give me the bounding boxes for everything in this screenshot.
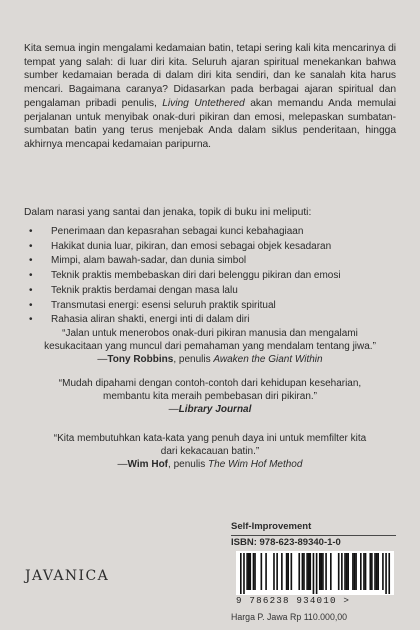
quote-line: “Kita membutuhkan kata-kata yang penuh daya ini untuk memfilter kita <box>53 433 367 444</box>
quote-line: “Jalan untuk menerobos onak-duri pikiran manusia dan mengalami <box>62 328 358 339</box>
topic-item: • Transmutasi energi: esensi seluruh praktik spiritual <box>24 299 396 314</box>
barcode-bar <box>354 553 356 590</box>
barcode-bar <box>325 553 327 590</box>
endorsement-quote <box>40 433 380 471</box>
barcode-bar <box>385 553 387 594</box>
barcode-bar <box>382 553 384 590</box>
barcode-bar <box>338 553 340 590</box>
topic-item: • Hakikat dunia luar, pikiran, dan emosi sebagai objek kesadaran <box>24 240 396 255</box>
barcode-bar <box>308 553 310 590</box>
barcode-bar <box>376 553 378 590</box>
barcode-bar <box>261 553 263 590</box>
endorsement-quote <box>40 328 380 366</box>
quote-attribution: —Library Journal <box>168 403 252 415</box>
topic-item: • Teknik praktis membebaskan diri dari belenggu pikiran dan emosi <box>24 269 396 284</box>
barcode-bar <box>306 553 308 590</box>
barcode-bar <box>369 553 371 590</box>
barcode-bar <box>371 553 373 590</box>
barcode-bar <box>374 553 376 590</box>
barcode-bar <box>287 553 289 590</box>
barcode-bar <box>319 553 321 590</box>
blurb-book-title: Living Untethered <box>162 97 245 109</box>
quote-attribution: —Wim Hof, penulis The Wim Hof Method <box>117 458 303 470</box>
barcode-bar <box>286 553 288 590</box>
barcode-bar <box>302 553 304 590</box>
barcode-bar <box>360 553 362 590</box>
barcode-bar <box>246 553 248 590</box>
barcode-bar <box>322 553 324 590</box>
topics-list <box>24 225 396 328</box>
barcode-bar <box>341 553 343 590</box>
barcode-bar <box>316 553 318 594</box>
quote-line: membantu kita meraih pembebasan diri pikiran.” <box>103 390 317 402</box>
barcode-bar <box>347 553 349 590</box>
quote-line: kesukacitaan yang muncul dari pemahaman yang mendalam tentang jiwa.” <box>44 340 376 352</box>
barcode-graphic <box>236 551 394 595</box>
publisher-logo: JAVANICA <box>25 568 110 584</box>
barcode-bar <box>298 553 300 590</box>
barcode-bar <box>291 553 293 590</box>
barcode-bar <box>363 553 365 590</box>
barcode-bar <box>254 553 256 590</box>
topic-item: • Rahasia aliran shakti, energi inti di dalam diri <box>24 313 396 328</box>
topic-item: • Teknik praktis berdamai dengan masa lalu <box>24 284 396 299</box>
blurb-text-part1: Kita semua ingin mengalami kedamaian batin, tetapi sering kali kita mencarinya di tempat yang salah: di luar diri kita. Seluruh ajaran spiritual menekankan bahwa sumber kedamaian berada di dalam diri kita sendiri, dan ke sanalah kita harus mencari. Bagaimana caranya? Didasarkan pada berbagai ajaran spiritual dan pengalaman pribadi penulis, <box>24 43 396 109</box>
quote-source: Library Journal <box>178 403 252 415</box>
barcode-bar <box>388 553 390 594</box>
price-label: Harga P. Jawa Rp 110.000,00 <box>231 612 348 622</box>
barcode-bar <box>313 553 315 594</box>
barcode <box>236 551 394 595</box>
quote-author: Tony Robbins <box>107 353 174 365</box>
category-label: Self-Improvement <box>231 521 396 536</box>
isbn-label: ISBN: 978-623-89340-1-0 <box>231 537 341 548</box>
barcode-bar <box>303 553 305 590</box>
barcode-bar <box>243 553 245 594</box>
topic-item: • Mimpi, alam bawah-sadar, dan dunia simbol <box>24 254 396 269</box>
barcode-bar <box>249 553 251 590</box>
quote-line: “Mudah dipahami dengan contoh-contoh dari kehidupan keseharian, <box>58 378 362 389</box>
barcode-bar <box>248 553 250 590</box>
topic-item: • Penerimaan dan kepasrahan sebagai kunci kebahagiaan <box>24 225 396 240</box>
topics-intro: Dalam narasi yang santai dan jenaka, topik di buku ini meliputi: <box>24 207 312 218</box>
endorsement-quote <box>40 378 380 416</box>
quote-line: dari kekacauan batin.” <box>160 445 260 457</box>
barcode-bar <box>309 553 311 590</box>
blurb-text-part2: akan memandu Anda memulai perjalanan untuk menyibak onak-duri pikiran dan emosi, melepaskan sumbatan-sumbatan batin yang terus menjebak Anda dalam siklus penderitaan, hingga akhirnya mencapai kedamaian paripurna. <box>24 97 396 150</box>
barcode-bar <box>281 553 283 590</box>
blurb-paragraph <box>24 42 396 152</box>
barcode-bar <box>253 553 255 590</box>
barcode-bar <box>273 553 275 590</box>
barcode-bar <box>377 553 379 590</box>
barcode-number: 9 786238 934010 > <box>236 595 351 606</box>
barcode-bar <box>355 553 357 590</box>
quote-author-work: Awaken the Giant Within <box>213 353 323 365</box>
barcode-bar <box>346 553 348 590</box>
quote-author: Wim Hof <box>127 458 169 470</box>
barcode-bar <box>240 553 242 594</box>
barcode-bar <box>330 553 332 590</box>
barcode-bar <box>276 553 278 590</box>
quote-attribution: —Tony Robbins, penulis Awaken the Giant Within <box>97 353 323 365</box>
barcode-bar <box>352 553 354 590</box>
barcode-bar <box>265 553 267 590</box>
barcode-bar <box>321 553 323 590</box>
barcode-bar <box>365 553 367 590</box>
quote-author-work: The Wim Hof Method <box>208 458 303 470</box>
barcode-bar <box>344 553 346 590</box>
